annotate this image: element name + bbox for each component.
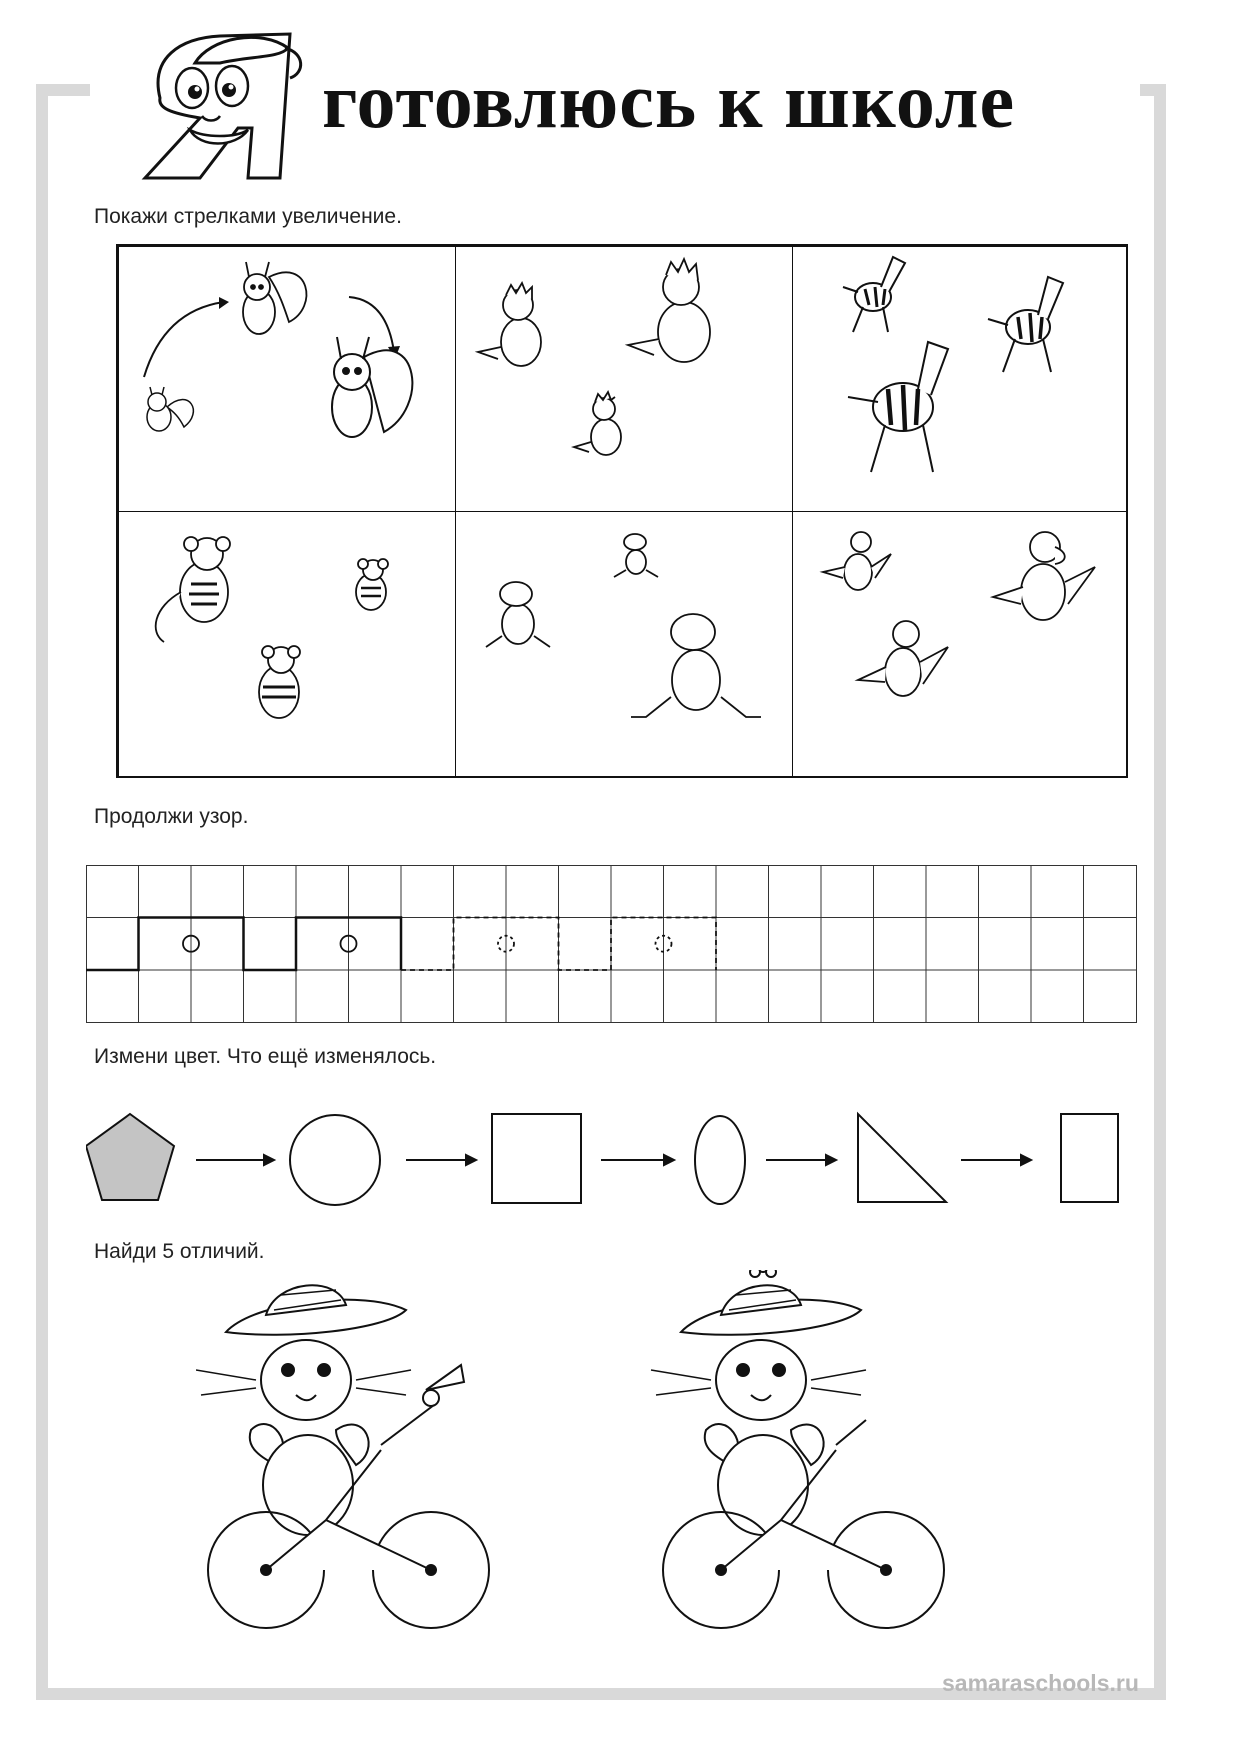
parrots-illustration bbox=[793, 512, 1127, 777]
animal-size-grid bbox=[116, 244, 1128, 778]
zebras-illustration bbox=[793, 247, 1127, 511]
triangle-shape bbox=[858, 1114, 946, 1202]
task-3-instruction: Измени цвет. Что ещё изменялось. bbox=[94, 1045, 437, 1068]
circle-shape bbox=[290, 1115, 380, 1205]
page-title: готовлюсь к школе bbox=[322, 57, 1016, 144]
ellipse-shape bbox=[695, 1116, 745, 1204]
ya-mascot-logo bbox=[140, 18, 310, 193]
squirrels-illustration bbox=[119, 247, 455, 511]
task-2-instruction: Продолжи узор. bbox=[94, 805, 249, 828]
watermark[interactable]: samaraschools.ru bbox=[942, 1670, 1139, 1696]
pentagon-shape bbox=[86, 1114, 174, 1200]
pattern-solid bbox=[86, 918, 401, 971]
pattern-grid[interactable] bbox=[86, 865, 1138, 1025]
cell-parrots[interactable] bbox=[792, 511, 1128, 778]
cat-right bbox=[651, 1270, 944, 1628]
cell-dragons[interactable] bbox=[455, 246, 793, 512]
pattern-dashed bbox=[401, 918, 716, 971]
dragons-illustration bbox=[456, 247, 792, 511]
cell-zebras[interactable] bbox=[792, 246, 1128, 512]
cell-frogs[interactable] bbox=[455, 511, 793, 778]
shape-sequence bbox=[86, 1108, 1136, 1208]
cell-mice[interactable] bbox=[118, 511, 456, 778]
task-1-instruction: Покажи стрелками увеличение. bbox=[94, 205, 402, 228]
task-4-instruction: Найди 5 отличий. bbox=[94, 1240, 265, 1263]
cat-left bbox=[196, 1285, 489, 1628]
cell-squirrels[interactable] bbox=[118, 246, 456, 512]
rectangle-shape bbox=[1061, 1114, 1118, 1202]
mice-illustration bbox=[119, 512, 455, 777]
frogs-illustration bbox=[456, 512, 792, 777]
spot-difference-cats bbox=[196, 1270, 976, 1650]
square-shape bbox=[492, 1114, 581, 1203]
